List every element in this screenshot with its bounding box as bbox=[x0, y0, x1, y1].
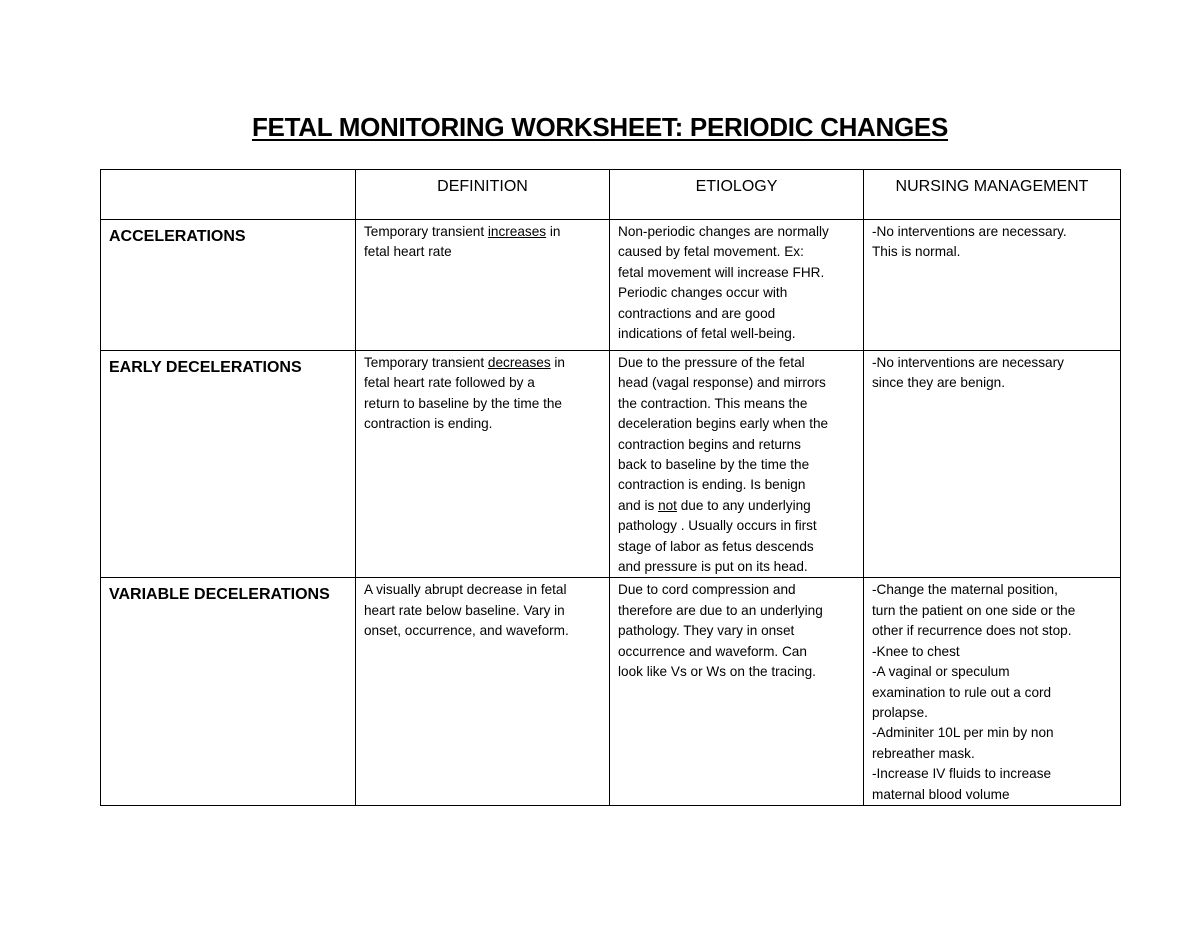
etiology-line: and is not due to any underlying bbox=[618, 497, 811, 513]
nursing-line: This is normal. bbox=[872, 244, 961, 260]
etiology-cell bbox=[610, 220, 864, 351]
etiology-line: Due to cord compression and bbox=[618, 582, 796, 598]
row-label: ACCELERATIONS bbox=[109, 228, 246, 245]
table-header-row bbox=[101, 170, 1121, 220]
etiology-line: pathology . Usually occurs in first bbox=[618, 518, 817, 534]
etiology-line: look like Vs or Ws on the tracing. bbox=[618, 664, 816, 680]
header-nursing-management: NURSING MANAGEMENT bbox=[864, 170, 1121, 220]
definition-line: fetal heart rate bbox=[364, 244, 452, 260]
row-label-cell bbox=[101, 351, 356, 578]
etiology-line: indications of fetal well-being. bbox=[618, 326, 796, 342]
nursing-cell bbox=[864, 351, 1121, 578]
etiology-line: contractions and are good bbox=[618, 305, 776, 321]
nursing-line: examination to rule out a cord bbox=[872, 684, 1052, 700]
etiology-line: head (vagal response) and mirrors bbox=[618, 375, 826, 391]
etiology-line: caused by fetal movement. Ex: bbox=[618, 244, 804, 260]
header-etiology: ETIOLOGY bbox=[610, 170, 864, 220]
etiology-line: stage of labor as fetus descends bbox=[618, 538, 814, 554]
nursing-line: maternal blood volume bbox=[872, 786, 1010, 802]
nursing-line: since they are benign. bbox=[872, 375, 1006, 391]
nursing-line: -Change the maternal position, bbox=[872, 582, 1058, 598]
etiology-line: contraction is ending. Is benign bbox=[618, 477, 806, 493]
etiology-line: Periodic changes occur with bbox=[618, 285, 788, 301]
definition-line: contraction is ending. bbox=[364, 416, 493, 432]
etiology-cell bbox=[610, 578, 864, 805]
nursing-cell bbox=[864, 578, 1121, 805]
definition-line: Temporary transient decreases in bbox=[364, 355, 565, 370]
etiology-line: fetal movement will increase FHR. bbox=[618, 264, 825, 280]
definition-line: Temporary transient increases in bbox=[364, 224, 561, 239]
etiology-line: and pressure is put on its head. bbox=[618, 559, 808, 575]
table-row-early-decelerations bbox=[101, 351, 1121, 578]
etiology-line: occurrence and waveform. Can bbox=[618, 643, 807, 659]
nursing-cell bbox=[864, 220, 1121, 351]
row-label: VARIABLE DECELERATIONS bbox=[109, 586, 330, 604]
header-definition: DEFINITION bbox=[356, 170, 610, 220]
etiology-line: deceleration begins early when the bbox=[618, 416, 829, 432]
nursing-line: -No interventions are necessary bbox=[872, 355, 1064, 370]
definition-cell bbox=[356, 578, 610, 805]
underlined-term: not bbox=[658, 497, 677, 513]
nursing-line: -No interventions are necessary. bbox=[872, 224, 1067, 239]
nursing-line: -Adminiter 10L per min by non bbox=[872, 725, 1054, 741]
underlined-term: decreases bbox=[487, 355, 551, 370]
definition-line: fetal heart rate followed by a bbox=[364, 375, 535, 391]
etiology-line: Due to the pressure of the fetal bbox=[618, 355, 805, 370]
etiology-line: pathology. They vary in onset bbox=[618, 623, 795, 639]
worksheet-table bbox=[100, 169, 1121, 806]
page-title: FETAL MONITORING WORKSHEET: PERIODIC CHANGES bbox=[251, 112, 949, 142]
table-row-variable-decelerations bbox=[101, 578, 1121, 805]
definition-cell bbox=[356, 351, 610, 578]
etiology-line: contraction begins and returns bbox=[618, 436, 801, 452]
nursing-line: prolapse. bbox=[872, 704, 928, 720]
etiology-line: back to baseline by the time the bbox=[618, 457, 810, 473]
nursing-line: rebreather mask. bbox=[872, 745, 975, 761]
etiology-cell bbox=[610, 351, 864, 578]
definition-line: onset, occurrence, and waveform. bbox=[364, 623, 569, 639]
nursing-line: -A vaginal or speculum bbox=[872, 664, 1010, 680]
underlined-term: increases bbox=[487, 224, 547, 239]
nursing-line: -Knee to chest bbox=[872, 643, 960, 659]
etiology-line: the contraction. This means the bbox=[618, 395, 808, 411]
etiology-line: Non-periodic changes are normally bbox=[618, 224, 829, 239]
row-label-cell bbox=[101, 578, 356, 805]
definition-cell bbox=[356, 220, 610, 351]
nursing-line: other if recurrence does not stop. bbox=[872, 623, 1072, 639]
row-label-cell bbox=[101, 220, 356, 351]
nursing-line: -Increase IV fluids to increase bbox=[872, 766, 1052, 782]
definition-line: A visually abrupt decrease in fetal bbox=[364, 582, 567, 598]
definition-line: return to baseline by the time the bbox=[364, 395, 562, 411]
table-row-accelerations bbox=[101, 220, 1121, 351]
definition-line: heart rate below baseline. Vary in bbox=[364, 602, 565, 618]
etiology-line: therefore are due to an underlying bbox=[618, 602, 823, 618]
header-blank bbox=[101, 170, 356, 220]
nursing-line: turn the patient on one side or the bbox=[872, 602, 1076, 618]
row-label: EARLY DECELERATIONS bbox=[109, 359, 302, 376]
